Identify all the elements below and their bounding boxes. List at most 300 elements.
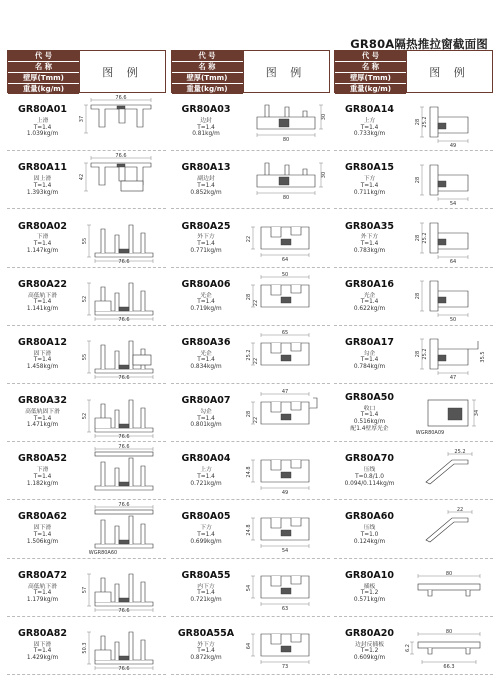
- dimension-label: 25.2: [245, 349, 252, 361]
- profile-drawing: [78, 268, 166, 325]
- profile-drawing: [78, 93, 166, 150]
- profile-code: GR80A14: [345, 104, 394, 116]
- dimension-label: 35.5: [480, 351, 486, 363]
- profile-row: [171, 384, 330, 442]
- profile-name: 插板: [363, 583, 376, 590]
- dimension-label: 28: [415, 176, 421, 183]
- dimension-label: 76.6: [118, 608, 130, 615]
- dimension-label: 76.6: [118, 501, 130, 508]
- profile-info: [334, 151, 405, 208]
- dimension-label: 47: [281, 388, 288, 395]
- profile-name: 副边封: [197, 176, 215, 183]
- dimension-label: WGR80A09: [415, 429, 445, 436]
- profile-code: GR80A01: [18, 104, 67, 116]
- profile-drawing-svg: [81, 213, 163, 263]
- profile-drawing-svg: [245, 271, 327, 321]
- header-diagram-label: 图 例: [243, 51, 329, 92]
- dimension-label: 49: [449, 142, 457, 149]
- profile-weight: 1.039kg/m: [26, 131, 59, 138]
- profile-drawing-svg: [408, 504, 490, 554]
- profile-code: GR80A17: [345, 336, 394, 348]
- dimension-label: 22: [456, 506, 464, 513]
- profile-weight: 0.094/0.114kg/m: [344, 480, 395, 487]
- profile-spec: T=1.4: [33, 299, 52, 306]
- dimension-label: 80: [282, 194, 289, 201]
- profile-drawing: [242, 559, 330, 616]
- profile-info: [7, 500, 78, 557]
- profile-drawing-svg: [81, 443, 163, 496]
- dimension-label: 50: [281, 272, 288, 279]
- profile-info: [334, 617, 405, 674]
- profile-weight: 1.147kg/m: [26, 247, 59, 254]
- profile-code: GR80A10: [345, 569, 394, 581]
- profile-weight: 1.429kg/m: [26, 655, 59, 662]
- dimension-label: 25.2: [422, 348, 428, 360]
- profile-row: [7, 93, 166, 151]
- profile-info: [334, 209, 405, 266]
- profile-weight: 0.783kg/m: [353, 247, 386, 254]
- profile-spec: T=1.4: [33, 124, 52, 131]
- profile-info: [171, 326, 242, 383]
- profile-weight: 0.733kg/m: [353, 131, 386, 138]
- profile-row: [7, 617, 166, 675]
- profile-info: [171, 268, 242, 325]
- profile-info: [334, 442, 405, 499]
- column-header: [334, 50, 493, 93]
- profile-spec: T=1.2: [360, 590, 379, 597]
- dimension-label: 24.8: [245, 466, 252, 478]
- profile-name: 压线: [363, 525, 376, 532]
- profile-spec: T=1.4: [33, 182, 52, 189]
- profile-spec: T=1.4: [360, 124, 379, 131]
- profile-name: 下方: [363, 176, 376, 183]
- header-labels: [172, 51, 243, 92]
- profile-code: GR80A70: [345, 453, 394, 465]
- header-diagram-label: 图 例: [406, 51, 492, 92]
- profile-drawing-svg: [245, 446, 327, 496]
- profile-code: GR80A32: [18, 395, 67, 407]
- profile-weight: 0.771kg/m: [190, 247, 222, 254]
- profile-drawing-svg: [81, 329, 163, 382]
- profile-drawing: [78, 326, 166, 383]
- dimension-label: 55: [82, 237, 88, 245]
- header-label-name: 名 称: [8, 62, 79, 73]
- profile-code: GR80A36: [181, 336, 231, 348]
- profile-name: 内下方: [197, 583, 215, 590]
- dimension-label: WGR80A60: [88, 549, 118, 556]
- profile-weight: 0.719kg/m: [190, 305, 222, 312]
- profile-row: [7, 209, 166, 267]
- profile-drawing: [242, 442, 330, 499]
- dimension-label: 80: [445, 571, 453, 578]
- profile-info: [7, 384, 78, 441]
- profile-drawing-svg: [408, 562, 490, 612]
- dimension-label: 28: [415, 234, 421, 242]
- profile-name: 高低轨固下滑: [25, 409, 60, 415]
- profile-name: 边封反插板: [355, 641, 384, 648]
- profile-drawing-svg: [408, 446, 490, 496]
- profile-name: 外下方: [197, 641, 215, 648]
- dimension-label: 22: [252, 416, 259, 423]
- profile-weight: 0.622kg/m: [353, 305, 386, 312]
- profile-drawing: [242, 500, 330, 557]
- profile-weight: 0.699kg/m: [190, 538, 222, 545]
- profile-name: 上滑: [36, 118, 49, 125]
- profile-name: 外下方: [197, 234, 215, 241]
- dimension-label: 28: [245, 293, 252, 301]
- dimension-label: 42: [79, 173, 85, 180]
- profile-info: [7, 268, 78, 325]
- profile-spec: T=1.4: [197, 473, 215, 480]
- profile-spec: T=1.4: [197, 124, 215, 131]
- profile-name: 收口: [363, 405, 376, 412]
- dimension-label: 76.6: [118, 666, 130, 673]
- profile-code: GR80A07: [181, 395, 231, 407]
- profile-drawing-svg: [408, 213, 490, 263]
- dimension-label: 22: [252, 299, 259, 307]
- profile-spec: T=1.4: [197, 241, 215, 248]
- dimension-label: 28: [415, 351, 421, 358]
- profile-weight: 0.571kg/m: [353, 596, 386, 603]
- profile-info: [7, 93, 78, 150]
- dimension-label: 76.6: [118, 433, 130, 440]
- profile-row: [7, 268, 166, 326]
- profile-info: [7, 326, 78, 383]
- profile-drawing: [242, 326, 330, 383]
- profile-row: [171, 442, 330, 500]
- profile-weight: 0.81kg/m: [192, 131, 220, 138]
- profile-drawing: [78, 500, 166, 557]
- profile-row: [171, 268, 330, 326]
- profile-drawing-svg: [79, 152, 163, 205]
- profile-spec: T=1.4: [197, 357, 215, 364]
- profile-spec: T=1.4: [360, 412, 379, 419]
- profile-info: [7, 617, 78, 674]
- profile-spec: T=1.4: [360, 299, 379, 306]
- dimension-label: 52: [82, 295, 88, 303]
- profile-drawing: [78, 559, 166, 616]
- profile-drawing-svg: [81, 271, 163, 324]
- profile-weight: 1.471kg/m: [26, 422, 59, 429]
- profile-drawing: [405, 151, 493, 208]
- profile-drawing: [242, 617, 330, 674]
- profile-code: GR80A62: [18, 511, 67, 523]
- profile-drawing-svg: [245, 620, 327, 670]
- header-label-name: 名 称: [335, 62, 406, 73]
- profile-drawing-svg: [408, 329, 490, 382]
- profile-info: [334, 384, 405, 441]
- profile-code: GR80A12: [18, 336, 67, 348]
- profile-drawing: [78, 151, 166, 208]
- profile-row: [7, 559, 166, 617]
- column-header: [7, 50, 166, 93]
- profile-row: [171, 209, 330, 267]
- dimension-label: 25.2: [454, 448, 466, 455]
- profile-drawing: [405, 384, 493, 441]
- profile-spec: T=1.2: [360, 648, 379, 655]
- profile-note: 配1.4壁厚光企: [350, 425, 389, 432]
- profile-info: [171, 151, 242, 208]
- profile-drawing-svg: [245, 213, 327, 263]
- profile-spec: T=1.4: [197, 648, 215, 655]
- header-label-weight: 重量(kg/m): [8, 84, 79, 94]
- profile-weight: 1.506kg/m: [26, 538, 59, 545]
- profile-name: 固下滑: [33, 525, 52, 532]
- profile-row: [334, 500, 493, 558]
- profile-spec: T=1.4: [197, 532, 215, 539]
- dimension-label: 76.6: [118, 375, 130, 382]
- profile-name: 光企: [200, 350, 212, 357]
- dimension-label: 54: [245, 584, 252, 592]
- dimension-label: 24.8: [245, 524, 252, 536]
- dimension-label: 63: [281, 606, 288, 613]
- profile-drawing: [405, 209, 493, 266]
- profile-drawing: [405, 500, 493, 557]
- profile-name: 下滑: [36, 234, 49, 241]
- profile-row: [334, 326, 493, 384]
- profile-drawing-svg: [408, 155, 490, 205]
- profile-spec: T=1.4: [33, 241, 52, 248]
- profile-name: 高低轨下滑: [28, 583, 57, 590]
- profile-row: [334, 617, 493, 675]
- profile-row: [334, 559, 493, 617]
- profile-weight: 0.852kg/m: [190, 189, 222, 196]
- profile-code: GR80A13: [181, 162, 231, 174]
- profile-list: [171, 93, 330, 675]
- header-label-thickness: 壁厚(Tmm): [172, 73, 243, 84]
- profile-spec: T=1.4: [33, 473, 52, 480]
- profile-name: 固上滑: [33, 176, 52, 183]
- profile-info: [171, 559, 242, 616]
- profile-spec: T=1.4: [33, 648, 52, 655]
- profile-weight: 1.458kg/m: [26, 364, 59, 371]
- profile-drawing: [242, 384, 330, 441]
- profile-name: 下方: [200, 525, 212, 532]
- profile-info: [7, 209, 78, 266]
- catalog-column: [171, 50, 330, 675]
- profile-spec: T=0.8/1.0: [355, 473, 384, 480]
- profile-drawing: [405, 442, 493, 499]
- profile-info: [7, 559, 78, 616]
- header-label-code: 代 号: [172, 51, 243, 62]
- dimension-label: 76.6: [118, 258, 130, 265]
- profile-info: [334, 559, 405, 616]
- profile-row: [171, 500, 330, 558]
- profile-code: GR80A02: [18, 220, 67, 232]
- dimension-label: 28: [415, 118, 421, 125]
- profile-weight: 1.141kg/m: [26, 305, 59, 312]
- header-label-weight: 重量(kg/m): [335, 84, 406, 94]
- profile-name: 上方: [200, 467, 212, 474]
- profile-drawing-svg: [81, 562, 163, 615]
- profile-code: GR80A16: [345, 278, 394, 290]
- profile-drawing-svg: [81, 388, 163, 438]
- dimension-label: 30: [320, 171, 327, 178]
- profile-drawing: [78, 442, 166, 499]
- profile-info: [171, 384, 242, 441]
- header-label-code: 代 号: [8, 51, 79, 62]
- profile-spec: T=1.4: [197, 182, 215, 189]
- dimension-label: 54: [281, 547, 288, 554]
- profile-spec: T=1.4: [33, 532, 52, 539]
- profile-name: 勾企: [200, 409, 212, 415]
- header-label-name: 名 称: [172, 62, 243, 73]
- profile-info: [171, 617, 242, 674]
- profile-code: GR80A15: [345, 162, 394, 174]
- profile-spec: T=1.4: [33, 357, 52, 364]
- profile-weight: 0.784kg/m: [353, 364, 386, 371]
- profile-weight: 0.872kg/m: [190, 655, 222, 662]
- profile-drawing: [242, 268, 330, 325]
- catalog-column: [334, 50, 493, 675]
- profile-spec: T=1.4: [360, 182, 379, 189]
- header-diagram-label: 图 例: [79, 51, 165, 92]
- profile-info: [171, 209, 242, 266]
- profile-weight: 0.801kg/m: [190, 422, 222, 429]
- dimension-label: 22: [245, 235, 252, 243]
- profile-weight: 0.711kg/m: [353, 189, 386, 196]
- dimension-label: 30: [320, 113, 327, 120]
- profile-code: GR80A82: [18, 627, 67, 639]
- profile-name: 固下滑: [33, 641, 52, 648]
- profile-info: [171, 93, 242, 150]
- profile-row: [334, 93, 493, 151]
- dimension-label: 28: [245, 410, 252, 417]
- dimension-label: 50.3: [82, 642, 88, 654]
- dimension-label: 25.2: [422, 232, 428, 244]
- profile-drawing: [405, 93, 493, 150]
- dimension-label: 28: [415, 292, 421, 300]
- page-title: GR80A隔热推拉窗截面图: [350, 37, 488, 51]
- profile-drawing-svg: [408, 271, 490, 324]
- profile-drawing-svg: [245, 388, 327, 438]
- profile-info: [7, 151, 78, 208]
- profile-code: GR80A52: [18, 453, 67, 465]
- profile-drawing-svg: [405, 620, 490, 671]
- profile-row: [334, 151, 493, 209]
- dimension-label: 57: [82, 586, 88, 594]
- catalog-column: [7, 50, 166, 675]
- profile-weight: 0.609kg/m: [353, 655, 386, 662]
- header-label-thickness: 壁厚(Tmm): [8, 73, 79, 84]
- profile-catalog: [7, 50, 493, 675]
- profile-code: GR80A50: [345, 391, 394, 403]
- dimension-label: 76.6: [115, 94, 127, 101]
- profile-code: GR80A06: [181, 278, 231, 290]
- profile-row: [171, 559, 330, 617]
- profile-weight: 0.124kg/m: [353, 538, 386, 545]
- profile-spec: T=1.4: [33, 590, 52, 597]
- profile-info: [7, 442, 78, 499]
- profile-spec: T=1.4: [360, 241, 379, 248]
- dimension-label: 65: [281, 330, 288, 337]
- profile-name: 上方: [363, 118, 376, 125]
- profile-spec: T=1.4: [197, 415, 215, 422]
- profile-row: [334, 268, 493, 326]
- profile-code: GR80A04: [181, 453, 231, 465]
- profile-weight: 0.721kg/m: [190, 596, 222, 603]
- profile-drawing-svg: [245, 562, 327, 612]
- profile-code: GR80A35: [345, 220, 394, 232]
- profile-row: [334, 384, 493, 442]
- profile-info: [334, 326, 405, 383]
- profile-list: [7, 93, 166, 675]
- profile-row: [7, 384, 166, 442]
- profile-name: 高低轨下滑: [28, 292, 57, 299]
- profile-row: [334, 442, 493, 500]
- dimension-label: 34: [474, 409, 480, 416]
- profile-info: [334, 93, 405, 150]
- profile-spec: T=1.4: [360, 357, 379, 364]
- profile-row: [7, 151, 166, 209]
- profile-drawing: [242, 209, 330, 266]
- profile-name: 固下滑: [33, 350, 52, 357]
- profile-drawing-svg: [245, 329, 327, 379]
- dimension-label: 55: [82, 354, 88, 361]
- profile-weight: 0.721kg/m: [190, 480, 222, 487]
- dimension-label: 52: [82, 412, 88, 419]
- profile-code: GR80A72: [18, 569, 67, 581]
- profile-code: GR80A11: [18, 162, 67, 174]
- profile-row: [7, 442, 166, 500]
- profile-drawing-svg: [408, 97, 490, 147]
- profile-info: [334, 268, 405, 325]
- profile-row: [7, 326, 166, 384]
- profile-weight: 0.834kg/m: [190, 364, 222, 371]
- profile-weight: 1.182kg/m: [26, 480, 59, 487]
- header-labels: [8, 51, 79, 92]
- profile-weight: 0.516kg/m: [353, 418, 386, 425]
- profile-code: GR80A20: [345, 627, 394, 639]
- profile-code: GR80A55: [181, 569, 231, 581]
- dimension-label: 73: [281, 664, 288, 671]
- profile-info: [171, 500, 242, 557]
- profile-drawing: [78, 617, 166, 674]
- profile-drawing: [242, 151, 330, 208]
- profile-drawing: [405, 559, 493, 616]
- profile-name: 下滑: [36, 467, 49, 474]
- dimension-label: 76.6: [115, 152, 127, 159]
- profile-drawing: [405, 268, 493, 325]
- profile-spec: T=1.4: [197, 590, 215, 597]
- profile-info: [334, 500, 405, 557]
- profile-code: GR80A03: [181, 104, 231, 116]
- profile-code: GR80A05: [181, 511, 231, 523]
- profile-name: 光企: [363, 292, 376, 299]
- profile-info: [171, 442, 242, 499]
- dimension-label: 49: [281, 489, 288, 496]
- profile-name: 边封: [200, 118, 212, 125]
- dimension-label: 64: [281, 256, 288, 263]
- profile-drawing-svg: [245, 504, 327, 554]
- profile-list: [334, 93, 493, 675]
- profile-drawing-svg: [81, 501, 163, 556]
- dimension-label: 6.2: [405, 644, 411, 653]
- profile-spec: T=1.4: [197, 299, 215, 306]
- dimension-label: 66.3: [443, 664, 455, 671]
- profile-row: [171, 93, 330, 151]
- dimension-label: 64: [245, 643, 252, 650]
- profile-drawing-svg: [408, 388, 490, 438]
- profile-drawing: [78, 384, 166, 441]
- profile-drawing-svg: [81, 620, 163, 673]
- profile-row: [171, 151, 330, 209]
- profile-name: 光企: [200, 292, 212, 299]
- dimension-label: 76.6: [118, 317, 130, 324]
- dimension-label: 22: [252, 358, 259, 365]
- profile-weight: 1.179kg/m: [26, 596, 59, 603]
- dimension-label: 64: [449, 258, 457, 265]
